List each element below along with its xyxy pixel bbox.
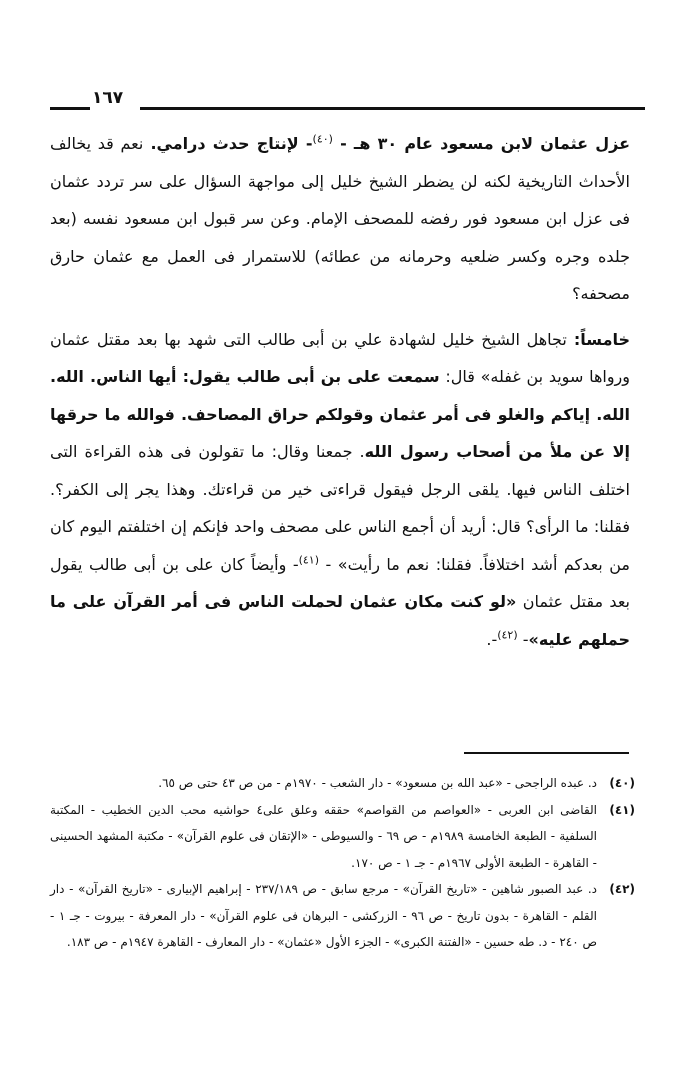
footnote-41: [50, 797, 635, 877]
text-segment: عزل عثمان لابن مسعود عام ٣٠ هـ -: [332, 134, 631, 153]
footnote-reference: (٤١): [298, 553, 320, 567]
text-segment: . جمعنا وقال: ما تقولون فى هذه القراءة التى اختلف الناس فيها. يلقى الرجل فيقول قراءتى خير من قراءتك. وهذا يجر إلى الكفر؟. فقلنا: ما الرأى؟ قال: أريد أن أجمع الناس على مصحف واحد فإنكم إن اختلفتم اليوم كان من بعدكم أشد اختلافاً. فقلنا: نعم ما رأيت» -: [50, 442, 630, 574]
footnote-42: [50, 876, 635, 956]
footnote-text: القاضى ابن العربى - «العواصم من القواصم» حققه وعلق على٤ حواشيه محب الدين الخطيب - المكتبة السلفية - الطبعة الخامسة ١٩٨٩م - ص ٦٩ - والسيوطى - «الإتقان فى علوم القرآن» - مكتبة المشهد الحسينى - القاهرة - الطبعة الأولى ١٩٦٧م - جـ ١ - ص ١٧٠.: [50, 802, 598, 870]
footnote-40: [50, 770, 635, 797]
paragraph-gap: [50, 313, 630, 321]
footnote-text: د. عبده الراجحى - «عبد الله بن مسعود» - دار الشعب - ١٩٧٠م - من ص ٤٣ حتى ص ٦٥.: [158, 776, 597, 790]
footnotes: [50, 770, 635, 956]
footnote-reference: (٤٠): [312, 132, 333, 146]
footnote-separator: [464, 752, 629, 754]
footnote-number: (٤١): [609, 802, 635, 817]
body-text: [50, 125, 630, 658]
footnote-number: (٤٢): [609, 882, 635, 896]
footnote-number: (٤٠): [609, 776, 635, 790]
text-segment: - وأيضاً كان على بن أبى طالب يقول بعد مقتل عثمان: [50, 554, 631, 611]
text-segment: - لإنتاج حدث درامي.: [143, 134, 313, 153]
text-segment: خامساً:: [566, 329, 631, 349]
text-segment: تجاهل الشيخ خليل لشهادة علي بن أبى طالب التى شهد بها بعد مقتل عثمان ورواها سويد بن غفله» قال:: [50, 329, 631, 386]
text-segment: -.: [486, 629, 498, 649]
page-number: ١٦٧: [92, 88, 124, 108]
text-segment: «لو كنت مكان عثمان لحملت الناس فى أمر القرآن على ما حملهم عليه»: [50, 592, 630, 649]
text-segment: -: [517, 629, 529, 649]
footnote-text: د. عبد الصبور شاهين - «تاريخ القرآن» - مرجع سابق - ص ٢٣٧/١٨٩ - إبراهيم الإبيارى - «تاريخ القرآن» - دار القلم - القاهرة - بدون تاريخ - ص ٩٦ - الزركشى - البرهان فى علوم القرآن» - دار المعرفة - بيروت - جـ ١ - ص ٢٤٠ - د. طه حسين - «الفتنة الكبرى» - الجزء الأول «عثمان» - دار المعارف - القاهرة ١٩٤٧م - ص ١٨٣.: [50, 882, 597, 949]
text-segment: سمعت على بن أبى طالب يقول: أيها الناس. الله. الله. إياكم والغلو فى أمر عثمان وقولكم حراق المصاحف. فوالله ما حرقها إلا عن ملأ من أصحاب رسول الله: [50, 367, 631, 461]
page-number-underline: [50, 107, 90, 110]
page-header: [40, 88, 645, 112]
text-segment: نعم قد يخالف الأحداث التاريخية لكنه لن يضطر الشيخ خليل إلى مواجهة السؤال على سر تردد عثمان فى عزل ابن مسعود فور رفضه للمصحف الإمام. وعن سر قبول ابن مسعود نفسه (بعد جلده وجره وكسر ضلعيه وحرمانه من عطائه) للاستمرار فى العمل مع عثمان حارق مصحفه؟: [50, 134, 630, 303]
footnote-reference: (٤٢): [497, 628, 518, 642]
header-rule: [140, 107, 645, 110]
paragraph-1: [50, 125, 630, 313]
paragraph-2: [50, 321, 630, 659]
